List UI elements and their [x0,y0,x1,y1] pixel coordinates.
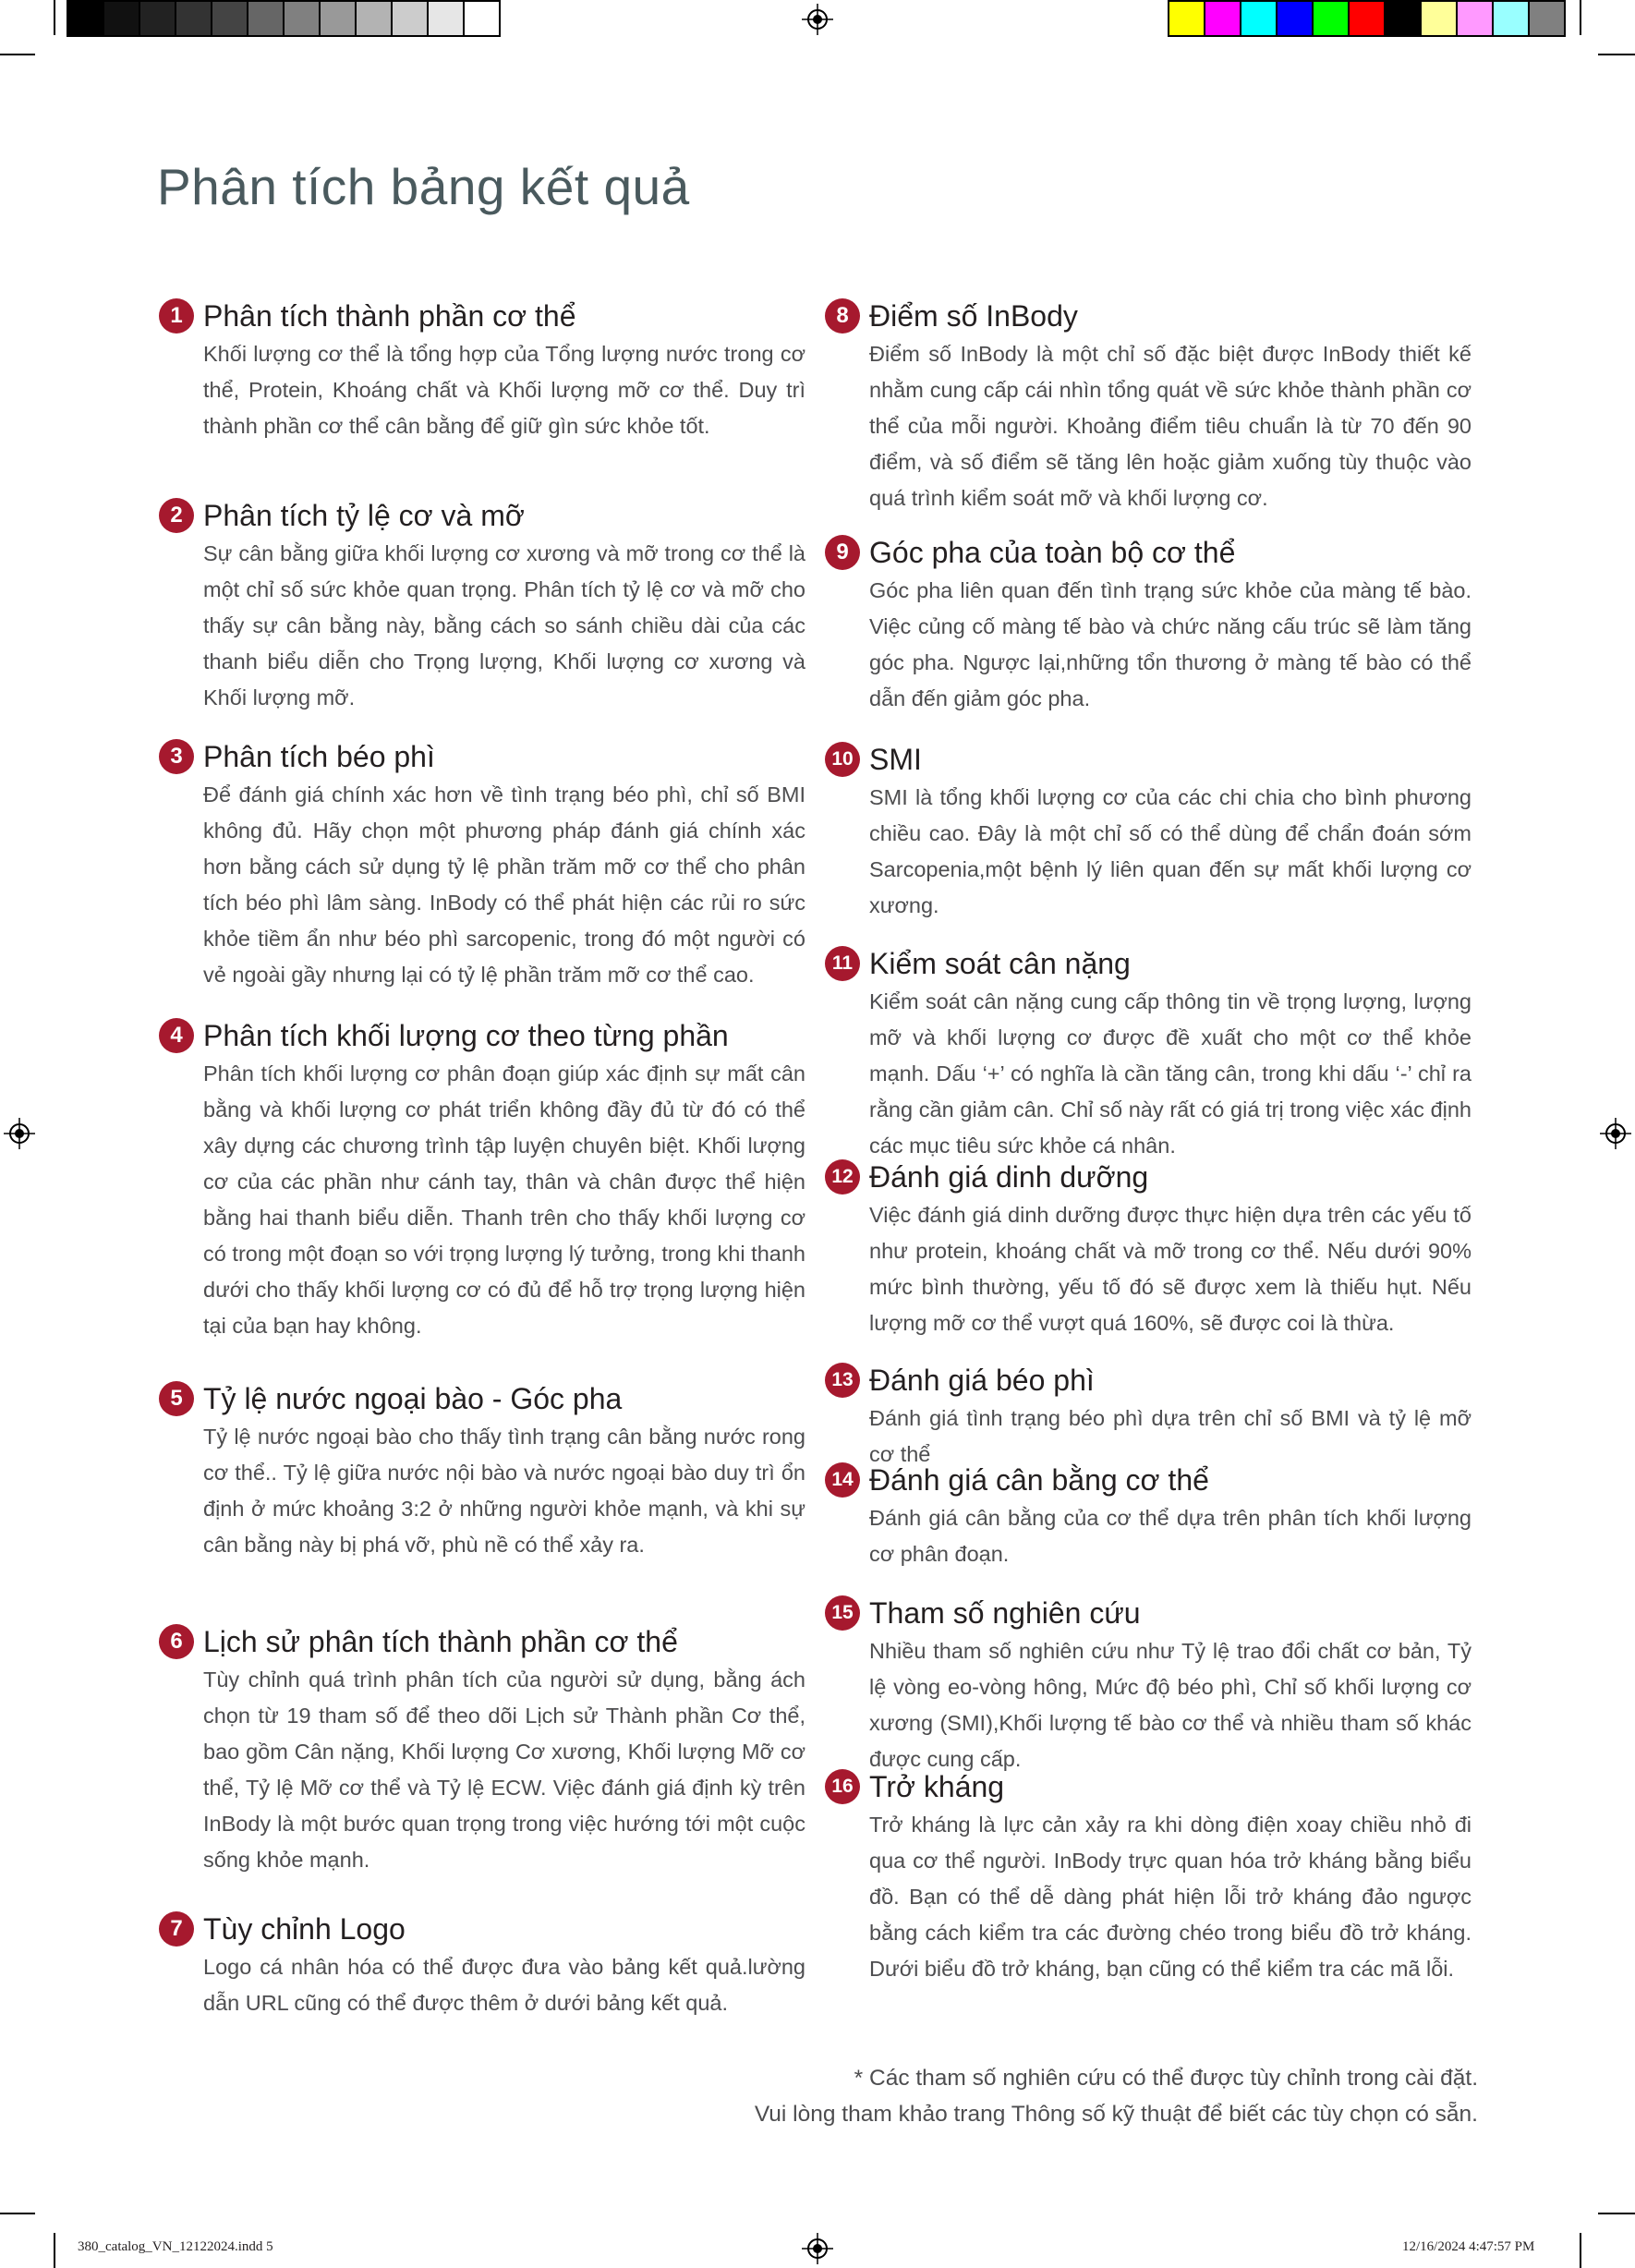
section-segmental-lean [159,1017,805,1344]
calibration-swatch [104,2,140,35]
footnote-line: Vui lòng tham khảo trang Thông số kỹ thuật để biết các tùy chọn có sẵn. [754,2102,1478,2127]
section-title: Góc pha của toàn bộ cơ thể [869,535,1236,569]
section-phase-angle [825,534,1472,717]
section-number-badge: 2 [159,498,194,533]
calibration-swatch [1530,2,1564,35]
section-text: Việc đánh giá dinh dưỡng được thực hiện dựa trên các yếu tố như protein, khoáng chất và mỡ trong cơ thể. Nếu dưới 90% mức bình thường, yếu tố đó sẽ được xem là thiếu hụt. Nếu lượng mỡ cơ thể vượt quá 160%, sẽ được coi là thừa. [869,1203,1472,1335]
calibration-swatch [1314,2,1350,35]
section-number-badge: 1 [159,298,194,334]
slug-filename: 380_catalog_VN_12122024.indd 5 [78,2239,273,2254]
section-number-badge: 6 [159,1624,194,1659]
section-number-badge: 16 [825,1769,860,1804]
footnote [755,2060,1478,2132]
registration-mark-icon [4,1118,35,1149]
section-number-badge: 4 [159,1018,194,1053]
crop-mark [1580,2233,1581,2268]
calibration-swatch [1458,2,1494,35]
calibration-swatch [357,2,393,35]
section-title: Điểm số InBody [869,298,1078,333]
section-title: Kiểm soát cân nặng [869,946,1131,980]
calibration-swatch [285,2,321,35]
section-text: Điểm số InBody là một chỉ số đặc biệt được InBody thiết kế nhằm cung cấp cái nhìn tổng quát về sức khỏe thành phần cơ thể của mỗi người. Khoảng điểm tiêu chuẩn là từ 70 đến 90 điểm, và số điểm sẽ tăng lên hoặc giảm xuống tùy thuộc vào quá trình kiểm soát mỡ và khối lượng cơ. [869,342,1472,510]
section-number-badge: 10 [825,742,860,777]
section-ecw-ratio [159,1380,805,1563]
section-title: Đánh giá dinh dưỡng [869,1159,1149,1194]
section-weight-control [825,945,1472,1164]
section-inbody-score [825,297,1472,516]
section-number-badge: 8 [825,298,860,334]
calibration-swatch [1422,2,1458,35]
registration-mark-icon [802,2233,833,2264]
section-title: Tùy chỉnh Logo [203,1911,406,1946]
section-text: Logo cá nhân hóa có thể được đưa vào bảng kết quả.lường dẫn URL cũng có thể được thêm ở dưới bảng kết quả. [203,1955,805,2015]
section-impedance [825,1768,1472,1987]
crop-mark [1580,0,1581,35]
footnote-line: * Các tham số nghiên cứu có thể được tùy chỉnh trong cài đặt. [854,2066,1478,2091]
section-obesity-analysis [159,738,805,993]
section-text: Đánh giá tình trạng béo phì dựa trên chỉ số BMI và tỷ lệ mỡ cơ thể [869,1406,1472,1466]
crop-mark [0,54,35,55]
section-custom-logo [159,1910,805,2021]
section-text: Đánh giá cân bằng của cơ thể dựa trên phân tích khối lượng cơ phân đoạn. [869,1506,1472,1566]
section-number-badge: 12 [825,1159,860,1195]
section-text: Phân tích khối lượng cơ phân đoạn giúp xác định sự mất cân bằng và khối lượng cơ phát triển không đầy đủ từ đó có thể xây dựng các chương trình tập luyện chuyên biệt. Khối lượng cơ của các phần như cánh tay, thân và chân được thể hiện bằng hai thanh biểu diễn. Thanh trên cho thấy khối lượng cơ có trong một đoạn so với trọng lượng lý tưởng, trong khi thanh dưới cho thấy khối lượng cơ có đủ để hỗ trợ trọng lượng hiện tại của bạn hay không. [203,1061,805,1338]
calibration-swatch [212,2,248,35]
section-title: SMI [869,742,922,776]
registration-mark-icon [802,4,833,35]
section-history [159,1623,805,1878]
section-title: Đánh giá cân bằng cơ thể [869,1462,1209,1497]
section-number-badge: 7 [159,1911,194,1947]
section-title: Phân tích khối lượng cơ theo từng phần [203,1018,729,1052]
section-title: Đánh giá béo phì [869,1363,1095,1397]
calibration-swatch [1205,2,1241,35]
calibration-swatch [1241,2,1278,35]
section-nutrition [825,1158,1472,1341]
section-text: Tỷ lệ nước ngoại bào cho thấy tình trạng cân bằng nước rong cơ thể.. Tỷ lệ giữa nước nội bào và nước ngoại bào duy trì ổn định ở mức khoảng 3:2 ở những người khỏe mạnh, và khi sự cân bằng này bị phá vỡ, phù nề có thể xảy ra. [203,1425,805,1557]
calibration-swatch [393,2,429,35]
section-text: Kiểm soát cân nặng cung cấp thông tin về trọng lượng, lượng mỡ và khối lượng cơ được đề xuất cho một cơ thể khỏe mạnh. Dấu ‘+’ có nghĩa là cần tăng cân, trong khi dấu ‘-’ chỉ ra rằng cần giảm cân. Chỉ số này rất có giá trị trong việc xác định các mục tiêu sức khỏe cá nhân. [869,989,1472,1158]
calibration-swatch [1169,2,1205,35]
section-obesity-evaluation [825,1362,1472,1473]
calibration-swatch [465,2,499,35]
section-body-composition [159,297,805,444]
section-text: Góc pha liên quan đến tình trạng sức khỏe của màng tế bào. Việc củng cố màng tế bào và chức năng cấu trúc sẽ làm tăng góc pha. Ngược lại,những tổn thương ở màng tế bào có thể dẫn đến giảm góc pha. [869,578,1472,710]
section-text: Sự cân bằng giữa khối lượng cơ xương và mỡ trong cơ thể là một chỉ số sức khỏe quan trọng. Phân tích tỷ lệ cơ và mỡ cho thấy sự cân bằng này, bằng cách so sánh chiều dài của các thanh biểu diễn cho Trọng lượng, Khối lượng cơ xương và Khối lượng mỡ. [203,541,805,710]
section-muscle-fat [159,497,805,716]
section-text: SMI là tổng khối lượng cơ của các chi chia cho bình phương chiều cao. Đây là một chỉ số có thể dùng để chẩn đoán sớm Sarcopenia,một bệnh lý liên quan đến sự mất khối lượng cơ xương. [869,785,1472,917]
page-title: Phân tích bảng kết quả [157,158,690,215]
slug-date: 12/16/2024 4:47:57 PM [1402,2239,1535,2254]
section-research-params [825,1595,1472,1777]
section-title: Tham số nghiên cứu [869,1595,1141,1630]
crop-mark [0,2213,35,2214]
section-number-badge: 15 [825,1595,860,1631]
calibration-swatch [321,2,357,35]
section-number-badge: 3 [159,739,194,774]
section-title: Phân tích béo phì [203,739,435,773]
crop-mark [1598,54,1635,55]
section-body-balance [825,1461,1472,1572]
section-number-badge: 9 [825,535,860,570]
crop-mark [54,0,55,35]
section-number-badge: 5 [159,1381,194,1416]
section-text: Để đánh giá chính xác hơn về tình trạng béo phì, chỉ số BMI không đủ. Hãy chọn một phương pháp đánh giá chính xác hơn bằng cách sử dụng tỷ lệ phần trăm mỡ cơ thể cho phân tích béo phì lâm sàng. InBody có thể phát hiện các rủi ro sức khỏe tiềm ẩn như béo phì sarcopenic, trong đó một người có vẻ ngoài gầy nhưng lại có tỷ lệ phần trăm mỡ cơ thể cao. [203,782,805,987]
section-number-badge: 11 [825,946,860,981]
calibration-swatch [68,2,104,35]
calibration-swatch [1278,2,1314,35]
crop-mark [54,2233,55,2268]
section-text: Khối lượng cơ thể là tổng hợp của Tổng lượng nước trong cơ thể, Protein, Khoáng chất và Khối lượng mỡ cơ thể. Duy trì thành phần cơ thể cân bằng để giữ gìn sức khỏe tốt. [203,342,805,438]
calibration-swatch [1494,2,1530,35]
section-text: Tùy chỉnh quá trình phân tích của người sử dụng, bằng ách chọn từ 19 tham số để theo dõi Lịch sử Thành phần Cơ thể, bao gồm Cân nặng, Khối lượng Cơ xương, Khối lượng Mỡ cơ thể, Tỷ lệ Mỡ cơ thể và Tỷ lệ ECW. Việc đánh giá định kỳ trên InBody là một bước quan trọng trong việc hướng tới một cuộc sống khỏe mạnh. [203,1668,805,1872]
section-number-badge: 14 [825,1462,860,1498]
crop-mark [1598,2213,1635,2214]
gray-calibration-bar [67,0,501,37]
calibration-swatch [1350,2,1386,35]
calibration-swatch [176,2,212,35]
section-text: Trở kháng là lực cản xảy ra khi dòng điện xoay chiều nhỏ đi qua cơ thể người. InBody trực quan hóa trở kháng bằng biểu đồ. Bạn có thể dễ dàng phát hiện lỗi trở kháng đảo ngược bằng cách kiểm tra các đường chéo trong biểu đồ trở kháng. Dưới biểu đồ trở kháng, bạn cũng có thể kiểm tra các mã lỗi. [869,1813,1472,1981]
section-title: Phân tích thành phần cơ thể [203,298,576,333]
section-title: Trở kháng [869,1769,1005,1803]
section-smi [825,741,1472,924]
registration-mark-icon [1600,1118,1631,1149]
section-title: Tỷ lệ nước ngoại bào - Góc pha [203,1381,623,1415]
section-title: Lịch sử phân tích thành phần cơ thể [203,1624,678,1658]
section-title: Phân tích tỷ lệ cơ và mỡ [203,498,525,532]
color-calibration-bar [1168,0,1566,37]
calibration-swatch [1386,2,1422,35]
calibration-swatch [429,2,465,35]
section-text: Nhiều tham số nghiên cứu như Tỷ lệ trao đổi chất cơ bản, Tỷ lệ vòng eo-vòng hông, Mức độ béo phì, Chỉ số khối lượng cơ xương (SMI),Khối lượng tế bào cơ thể và nhiều tham số khác được cung cấp. [869,1639,1472,1771]
calibration-swatch [248,2,285,35]
section-number-badge: 13 [825,1363,860,1398]
calibration-swatch [140,2,176,35]
